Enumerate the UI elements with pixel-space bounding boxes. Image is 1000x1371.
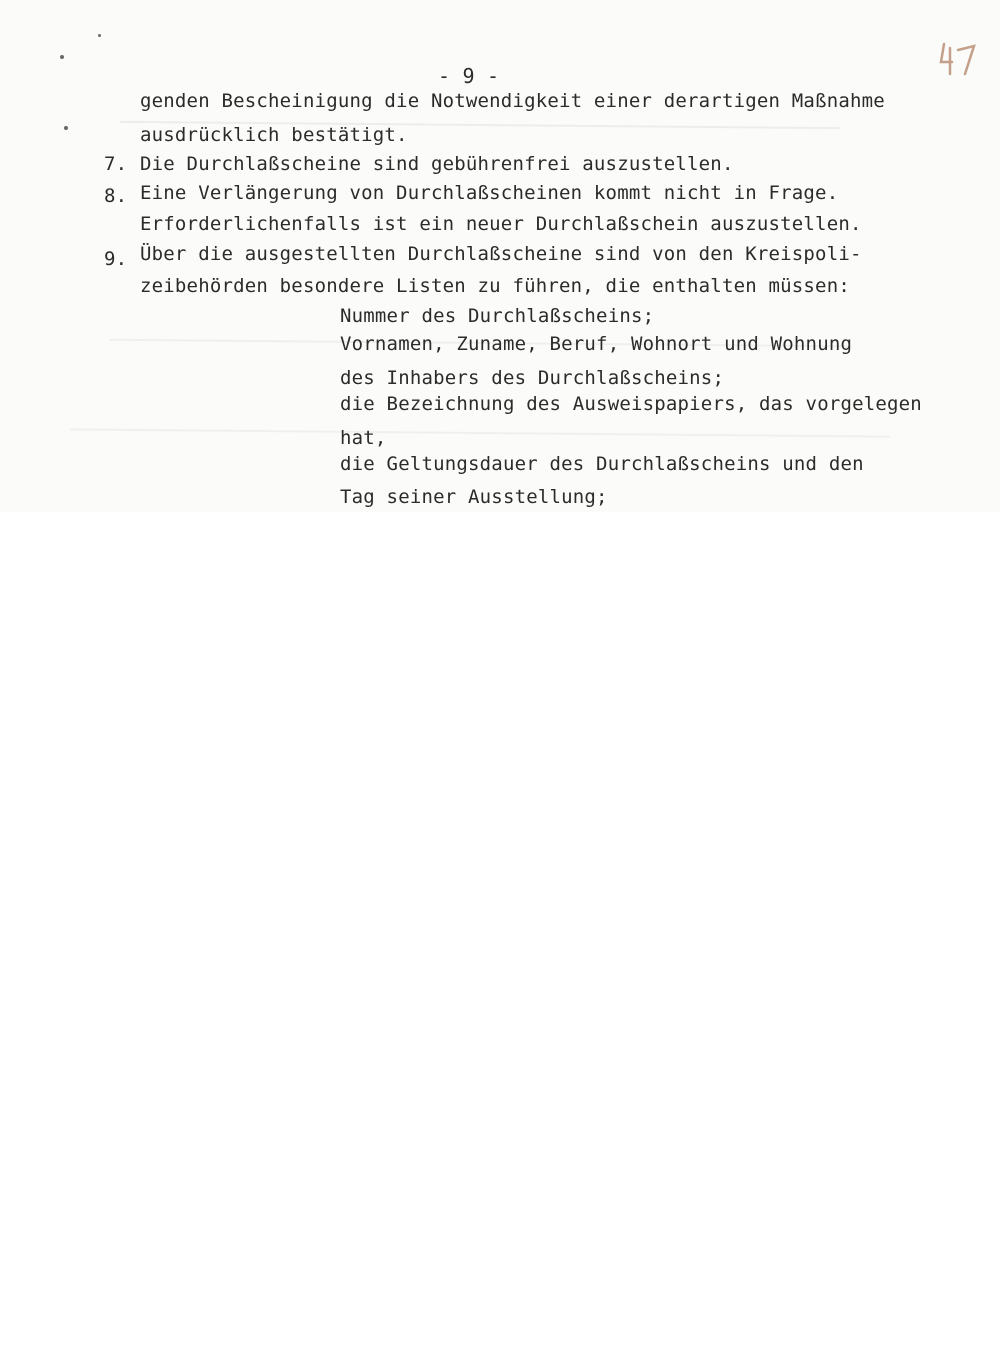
paper-speck (64, 126, 68, 130)
list-item: Vornamen, Zuname, Beruf, Wohnort und Wohnung (340, 333, 853, 355)
item-9-text-line-1: Über die ausgestellten Durchlaßscheine sind von den Kreispoli- (140, 243, 862, 265)
item-8-text-line-2: Erforderlichenfalls ist ein neuer Durchlaßschein auszustellen. (140, 213, 862, 235)
list-item: die Geltungsdauer des Durchlaßscheins und den (340, 453, 864, 475)
item-8-text-line-1: Eine Verlängerung von Durchlaßscheinen kommt nicht in Frage. (140, 182, 839, 204)
list-item: Nummer des Durchlaßscheins; (340, 305, 655, 327)
list-item: des Inhabers des Durchlaßscheins; (340, 367, 725, 389)
item-7-number: 7. (104, 153, 128, 175)
blank-area (0, 512, 1000, 1371)
page-number: - 9 - (438, 64, 500, 88)
list-item: die Bezeichnung des Ausweispapiers, das vorgelegen (340, 393, 922, 415)
handwritten-folio-mark (938, 40, 980, 80)
bleed-through-line (70, 416, 890, 437)
paper-speck (60, 55, 64, 59)
list-item: hat, (340, 427, 387, 449)
continuation-line-2: ausdrücklich bestätigt. (140, 124, 408, 146)
item-7-text: Die Durchlaßscheine sind gebührenfrei auszustellen. (140, 153, 734, 175)
item-9-text-line-2: zeibehörden besondere Listen zu führen, die enthalten müssen: (140, 275, 850, 297)
continuation-line-1: genden Bescheinigung die Notwendigkeit einer derartigen Maßnahme (140, 90, 885, 112)
paper-speck (98, 34, 101, 37)
scanned-document-page (0, 0, 1000, 512)
list-item: Tag seiner Ausstellung; (340, 486, 608, 508)
item-8-number: 8. (104, 185, 128, 207)
item-9-number: 9. (104, 248, 128, 270)
